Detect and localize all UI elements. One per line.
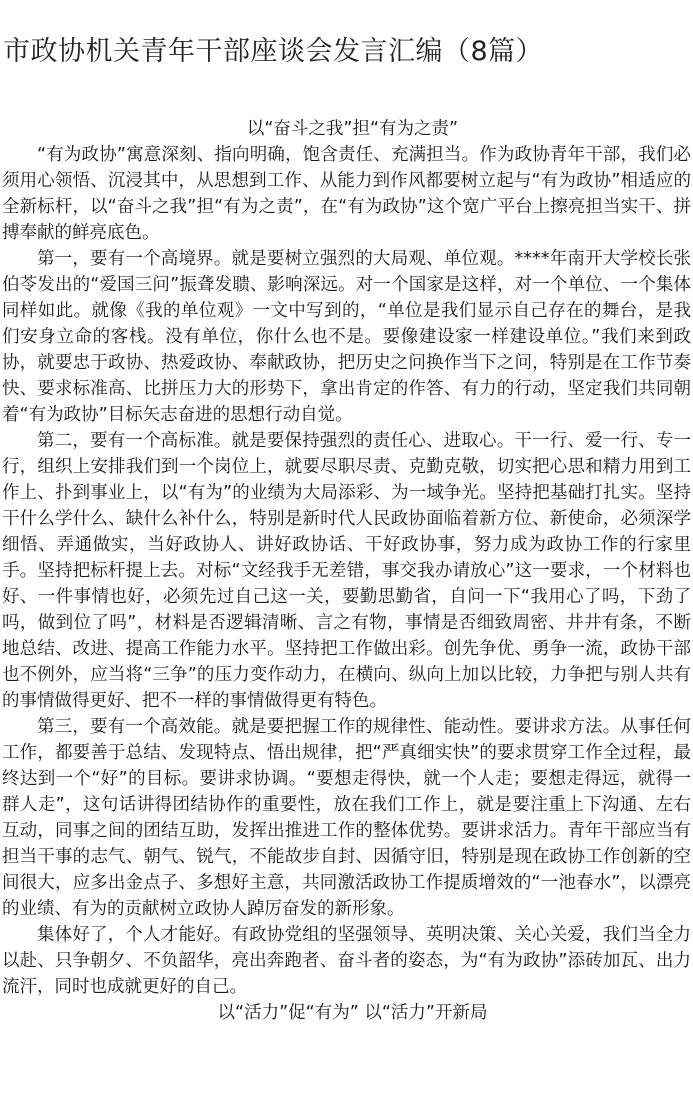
paragraph-first-point: 第一，要有一个高境界。就是要树立强烈的大局观、单位观。****年南开大学校长张伯苓发出的“爱国三问”振聋发聩、影响深远。对一个国家是这样，对一个单位、一个集体同样如此。就像《我的单位观》一文中写到的，“单位是我们显示自己存在的舞台，是我们安身立命的客栈。没有单位，你什么也不是。要像建设家一样建设单位。”我们来到政协，就要忠于政协、热爱政协、奉献政协，把历史之问换作当下之问，特别是在工作节奏快、要求标准高、比拼压力大的形势下，拿出肯定的作答、有力的行动，坚定我们共同朝着“有为政协”目标矢志奋进的思想行动自觉。 [2,249,691,425]
next-section-title: 以“活力”促“有为” 以“活力”开新局 [217,1003,488,1023]
document-body [2,116,691,1026]
paragraph-third-point: 第三，要有一个高效能。就是要把握工作的规律性、能动性。要讲求方法。从事任何工作，都要善于总结、发现特点、悟出规律，把“严真细实快”的要求贯穿工作全过程，最终达到一个“好”的目标。要讲求协调。“要想走得快，就一个人走；要想走得远，就得一群人走”，这句话讲得团结协作的重要性，放在我们工作上，就是要注重上下沟通、左右互动，同事之间的团结互助，发挥出推进工作的整体优势。要讲求活力。青年干部应当有担当干事的志气、朝气、锐气，不能故步自封、因循守旧，特别是现在政协工作创新的空间很大，应多出金点子、多想好主意，共同激活政协工作提质增效的“一池春水”，以漂亮的业绩、有为的贡献树立政协人踔厉奋发的新形象。 [2,717,691,919]
document-title: 市政协机关青年干部座谈会发言汇编（8篇） [3,36,544,67]
paragraph-intro: “有为政协”寓意深刻、指向明确，饱含责任、充满担当。作为政协青年干部，我们必须用心领悟、沉浸其中，从思想到工作、从能力到作风都要树立起与“有为政协”相适应的全新标杆，以“奋斗之我”担“有为之责”，在“有为政协”这个宽广平台上擦亮担当实干、拼搏奉献的鲜亮底色。 [2,145,691,243]
paragraph-conclusion: 集体好了，个人才能好。有政协党组的坚强领导、英明决策、关心关爱，我们当全力以赴、只争朝夕、不负韶华，亮出奔跑者、奋斗者的姿态，为“有为政协”添砖加瓦、出力流汗，同时也成就更好的自己。 [2,925,691,997]
paragraph-second-point: 第二，要有一个高标准。就是要保持强烈的责任心、进取心。干一行、爱一行、专一行，组织上安排我们到一个岗位上，就要尽职尽责、克勤克敬，切实把心思和精力用到工作上、扑到事业上，以“有为”的业绩为大局添彩、为一域争光。坚持把基础打扎实。坚持干什么学什么、缺什么补什么，特别是新时代人民政协面临着新方位、新使命，必须深学细悟、弄通做实，当好政协人、讲好政协话、干好政协事，努力成为政协工作的行家里手。坚持把标杆提上去。对标“文经我手无差错，事交我办请放心”这一要求，一个材料也好、一件事情也好，必须先过自己这一关，要勤思勤省，自问一下“我用心了吗，下劲了吗，做到位了吗”，材料是否逻辑清晰、言之有物，事情是否细致周密、井井有条，不断地总结、改进、提高工作能力水平。坚持把工作做出彩。创先争优、勇争一流，政协干部也不例外，应当将“三争”的压力变作动力，在横向、纵向上加以比较，力争把与别人共有的事情做得更好、把不一样的事情做得更有特色。 [2,431,691,711]
section-title: 以“奋斗之我”担“有为之责” [246,119,459,139]
